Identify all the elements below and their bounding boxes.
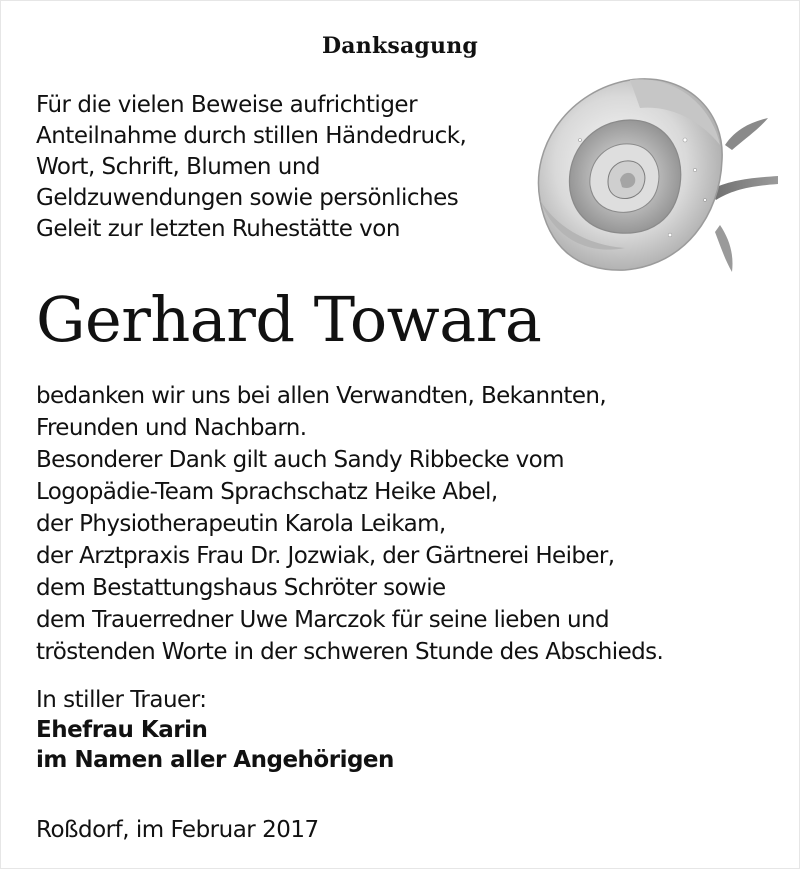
thanks-line: Freunden und Nachbarn. (36, 415, 307, 441)
thanks-line: tröstenden Worte in der schweren Stunde des Abschieds. (36, 639, 664, 665)
deceased-name: Gerhard Towara (36, 283, 542, 356)
place-date: Roßdorf, im Februar 2017 (36, 817, 319, 843)
intro-line: Anteilnahme durch stillen Händedruck, (36, 123, 467, 149)
mourning-label: In stiller Trauer: (36, 687, 207, 713)
intro-line: Wort, Schrift, Blumen und (36, 154, 321, 180)
intro-line: Geldzuwendungen sowie persönliches (36, 185, 459, 211)
thanks-line: der Physiotherapeutin Karola Leikam, (36, 511, 446, 537)
thanks-line: dem Trauerredner Uwe Marczok für seine lieben und (36, 607, 610, 633)
thanks-text (36, 380, 776, 668)
mourning-block (36, 685, 394, 775)
intro-line: Geleit zur letzten Ruhestätte von (36, 216, 400, 242)
notice-heading: Danksagung (322, 33, 478, 59)
thanks-line: dem Bestattungshaus Schröter sowie (36, 575, 446, 601)
thanks-line: bedanken wir uns bei allen Verwandten, Bekannten, (36, 383, 607, 409)
family-line: im Namen aller Angehörigen (36, 747, 394, 773)
thanks-line: der Arztpraxis Frau Dr. Jozwiak, der Gärtnerei Heiber, (36, 543, 615, 569)
signatory: Ehefrau Karin (36, 717, 208, 743)
white-rose-icon (510, 50, 780, 290)
intro-line: Für die vielen Beweise aufrichtiger (36, 92, 418, 118)
thanks-line: Besonderer Dank gilt auch Sandy Ribbecke vom (36, 447, 564, 473)
thanks-line: Logopädie-Team Sprachschatz Heike Abel, (36, 479, 498, 505)
intro-text (36, 90, 536, 245)
